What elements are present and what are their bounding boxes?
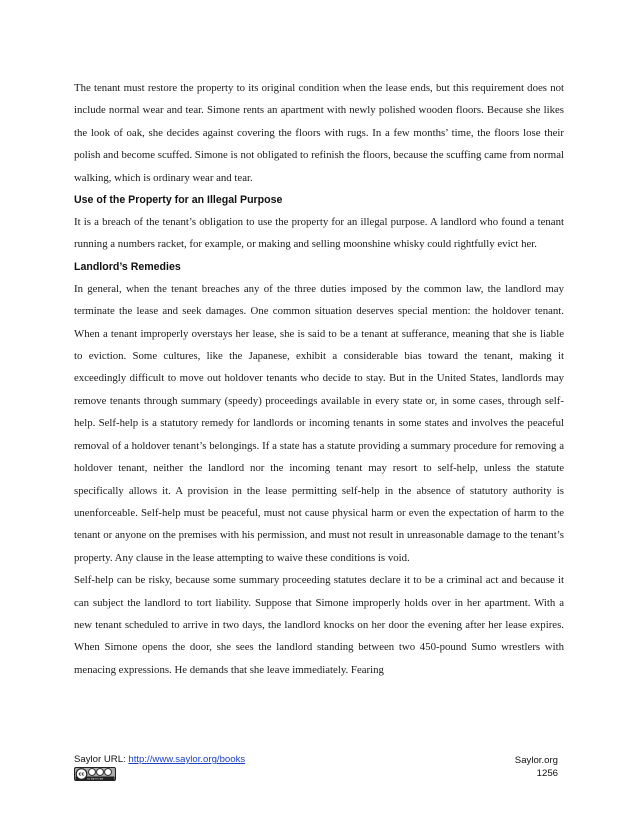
footer-page-info <box>515 754 558 780</box>
paragraph-landlords-remedies: In general, when the tenant breaches any of the three duties imposed by the common law, the landlord may terminate the lease and seek damages. One common situation deserves special mention: the holdover tenant. When a tenant improperly overstays her lease, she is said to be a tenant at sufferance, meaning that she is liable to eviction. Some cultures, like the Japanese, exhibit a considerable bias toward the tenant, making it exceedingly difficult to move out holdover tenants who decide to stay. But in the United States, landlords may remove tenants through summary (speedy) proceedings available in every state or, in some cases, through self-help. Self-help is a statutory remedy for landlords or incoming tenants in some states and involves the peaceful removal of a holdover tenant’s belongings. If a state has a statute providing a summary procedure for removing a holdover tenant, neither the landlord nor the incoming tenant may resort to self-help, unless the statute specifically allows it. A provision in the lease permitting self-help in the absence of statutory authority is unenforceable. Self-help must be peaceful, must not cause physical harm or even the expectation of harm to the tenant or anyone on the premises with his permission, and must not result in unreasonable damage to the tenant’s property. Any clause in the lease attempting to waive these conditions is void. <box>74 282 564 564</box>
paragraph-wear-and-tear: The tenant must restore the property to its original condition when the lease ends, but this requirement does not include normal wear and tear. Simone rents an apartment with newly polished wooden floors. Because she likes the look of oak, she decides against covering the floors with rugs. In a few months’ time, the floors lose their polish and become scuffed. Simone is not obligated to refinish the floors, because the scuffing came from normal walking, which is ordinary wear and tear. <box>74 82 564 184</box>
footer-source <box>74 754 245 765</box>
paragraph-self-help-risky: Self-help can be risky, because some summary proceeding statutes declare it to be a criminal act and because it can subject the landlord to tort liability. Suppose that Simone improperly holds over in her apartment. With a new tenant scheduled to arrive in two days, the landlord knocks on her door the evening after her lease expires. When Simone opens the door, she sees the landlord standing between two 450-pound Sumo wrestlers with menacing expressions. He demands that she leave immediately. Fearing <box>74 574 564 676</box>
footer-publisher: Saylor.org <box>514 755 558 766</box>
footer-source-link[interactable]: http://www.saylor.org/books <box>128 754 246 765</box>
page-number: 1256 <box>536 768 558 779</box>
svg-text:cc by-nc-sa: cc by-nc-sa <box>87 776 103 781</box>
page-body <box>74 77 564 681</box>
creative-commons-license-icon <box>74 767 116 781</box>
heading-landlords-remedies: Landlord’s Remedies <box>74 260 181 273</box>
footer-source-label: Saylor URL: <box>74 754 129 765</box>
paragraph-illegal-purpose: It is a breach of the tenant’s obligation to use the property for an illegal purpose. A landlord who found a tenant running a numbers racket, for example, or making and selling moonshine whisky could rightfully evict her. <box>74 216 564 251</box>
heading-illegal-purpose: Use of the Property for an Illegal Purpose <box>74 194 283 207</box>
svg-text:cc: cc <box>78 771 85 778</box>
